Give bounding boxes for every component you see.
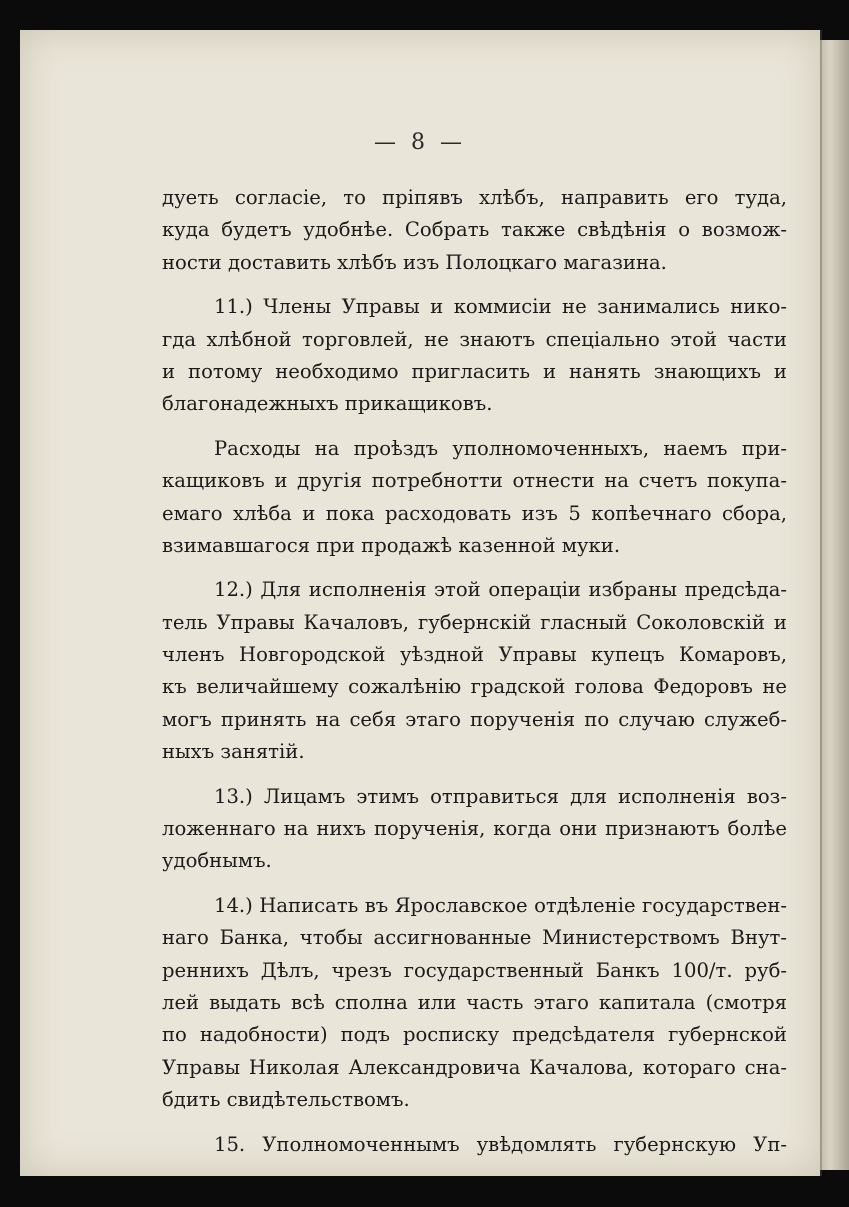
- text-line: гда хлѣбной торговлей, не знаютъ спеціально этой части: [162, 327, 787, 351]
- text-line: ныхъ занятій.: [162, 740, 305, 764]
- text-line: и потому необходимо пригласить и нанять знающихъ и: [162, 359, 787, 383]
- text-line: реннихъ Дѣлъ, чрезъ государственный Банкъ 100/т. руб-: [162, 958, 787, 982]
- text-line: по надобности) подъ росписку предсѣдателя губернской: [162, 1023, 787, 1047]
- paragraph-gap: [162, 1117, 787, 1129]
- text-line: ности доставить хлѣбъ изъ Полоцкаго магазина.: [162, 250, 667, 274]
- text-line: дуеть согласіе, то пріпявъ хлѣбъ, направить его туда,: [162, 186, 787, 209]
- text-line: Управы Николая Александровича Качалова, котораго сна-: [162, 1055, 787, 1079]
- text-line: взимавшагося при продажѣ казенной муки.: [162, 533, 621, 557]
- text-line: ложеннаго на нихъ порученія, когда они признаютъ болѣе: [162, 817, 787, 841]
- page-number: — 8 —: [374, 130, 466, 155]
- body-text: [162, 182, 787, 1161]
- text-line: куда будетъ удобнѣе. Собрать также свѣдѣнія о возмож-: [162, 218, 787, 242]
- paragraph-gap: [162, 279, 787, 291]
- text-line: къ величайшему сожалѣнію градской голова Федоровъ не: [162, 675, 787, 699]
- text-line: Расходы на проѣздъ уполномоченныхъ, наемъ при-: [214, 436, 787, 460]
- text-line: емаго хлѣба и пока расходовать изъ 5 копѣечнаго сбора,: [162, 501, 787, 525]
- paragraph-gap: [162, 421, 787, 433]
- paragraph-gap: [162, 769, 787, 781]
- text-line: 15. Уполномоченнымъ увѣдомлять губернскую Уп-: [214, 1132, 787, 1156]
- text-line: бдить свидѣтельствомъ.: [162, 1088, 410, 1112]
- text-line: 11.) Члены Управы и коммисіи не занимались нико-: [214, 295, 787, 319]
- document-page: [20, 30, 820, 1176]
- text-line: наго Банка, чтобы ассигнованные Министерствомъ Внут-: [162, 926, 787, 950]
- paragraph-gap: [162, 878, 787, 890]
- text-line: благонадежныхъ прикащиковъ.: [162, 392, 493, 416]
- text-line: членъ Новгородской уѣздной Управы купецъ Комаровъ,: [162, 643, 787, 667]
- text-line: могъ принять на себя этаго порученія по случаю служеб-: [162, 707, 787, 731]
- text-line: тель Управы Качаловъ, губернскій гласный Соколовскій и: [162, 610, 787, 634]
- text-line: 14.) Написать въ Ярославское отдѣленіе государствен-: [214, 893, 787, 917]
- facing-page-edge: [818, 40, 849, 1170]
- text-line: лей выдать всѣ сполна или часть этаго капитала (смотря: [162, 990, 787, 1014]
- page-fold: [820, 30, 822, 1176]
- text-line: кащиковъ и другія потребнотти отнести на счетъ покупа-: [162, 469, 787, 493]
- text-line: удобнымъ.: [162, 849, 272, 873]
- text-line: 13.) Лицамъ этимъ отправиться для исполненія воз-: [214, 784, 787, 808]
- text-line: 12.) Для исполненія этой операціи избраны предсѣда-: [214, 578, 787, 602]
- paragraph-gap: [162, 562, 787, 574]
